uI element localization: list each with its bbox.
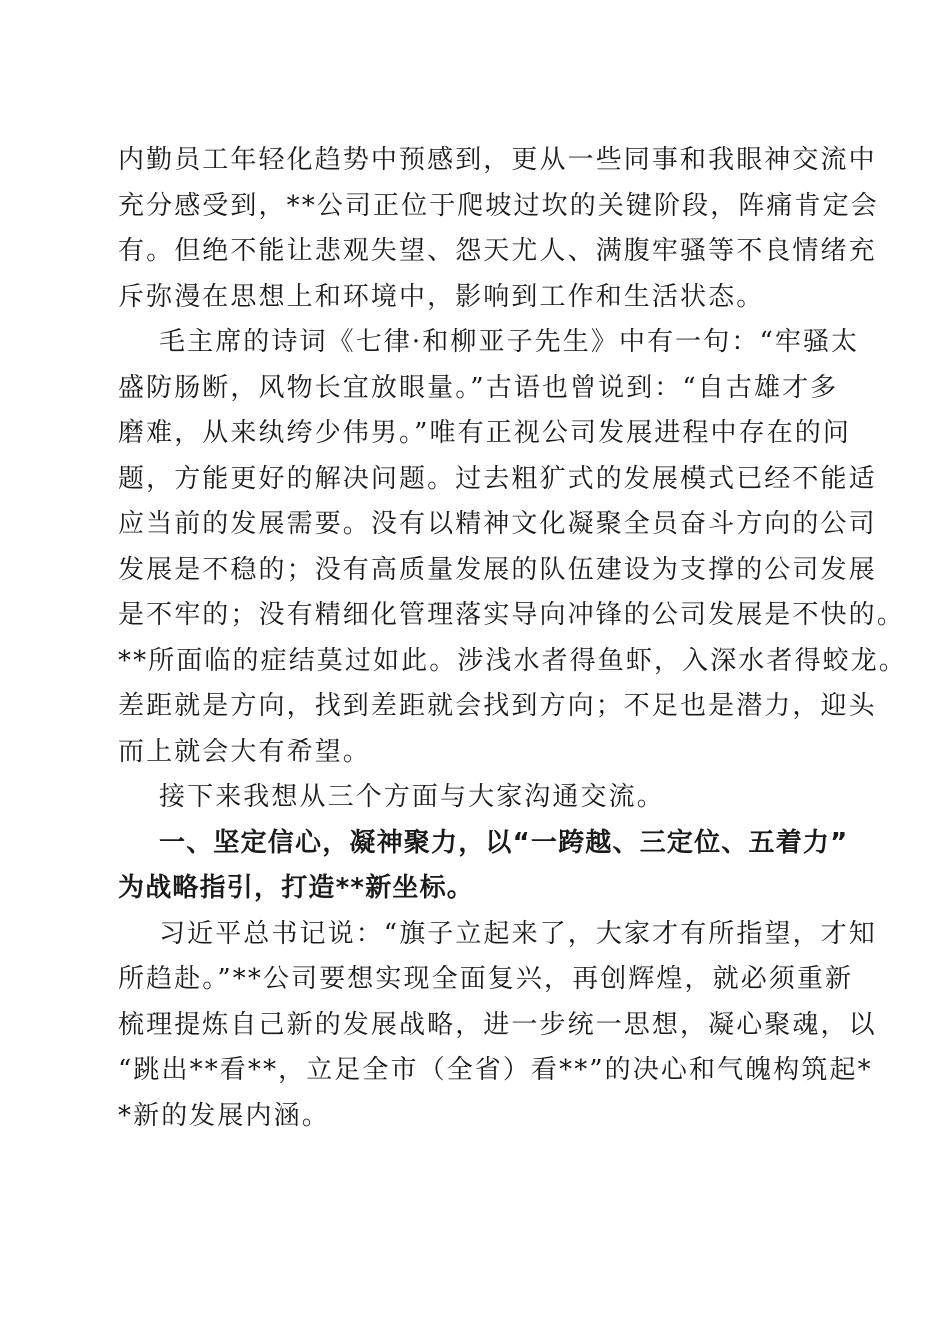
text-line: 有。但绝不能让悲观失望、怨天尤人、满腹牢骚等不良情绪充 xyxy=(118,236,877,266)
text-line: **所面临的症结莫过如此。涉浅水者得鱼虾，入深水者得蛟龙。 xyxy=(118,645,907,676)
paragraph xyxy=(118,320,907,775)
text-line: “跳出**看**，立足全市（全省）看**”的决心和气魄构筑起* xyxy=(118,1055,873,1085)
paragraph xyxy=(118,775,832,821)
heading-line: 为战略指引，打造**新坐标。 xyxy=(118,873,474,903)
text-line: 接下来我想从三个方面与大家沟通交流。 xyxy=(159,782,665,812)
text-line: 磨难，从来纨绔少伟男。”唯有正视公司发展进程中存在的问 xyxy=(118,418,851,448)
paragraph xyxy=(118,912,877,1140)
text-line: 是不牢的；没有精细化管理落实导向冲锋的公司发展是不快的。 xyxy=(118,600,905,630)
section-heading xyxy=(118,821,849,912)
text-line: 盛防肠断，风物长宜放眼量。”古语也曾说到：“自古雄才多 xyxy=(118,372,839,403)
text-line: 斥弥漫在思想上和环境中，影响到工作和生活状态。 xyxy=(118,281,765,312)
text-line: 差距就是方向，找到差距就会找到方向；不足也是潜力，迎头 xyxy=(118,691,877,721)
paragraph xyxy=(118,138,879,320)
text-line: 发展是不稳的；没有高质量发展的队伍建设为支撑的公司发展 xyxy=(118,554,877,585)
text-line: 毛主席的诗词《七律·和柳亚子先生》中有一句：“牢骚太 xyxy=(159,327,860,357)
heading-line: 一、坚定信心，凝神聚力，以“一跨越、三定位、五着力” xyxy=(159,827,849,858)
text-line: 而上就会大有希望。 xyxy=(118,736,371,767)
text-line: 充分感受到，**公司正位于爬坡过坎的关键阶段，阵痛肯定会 xyxy=(118,190,879,221)
text-line: 内勤员工年轻化趋势中预感到，更从一些同事和我眼神交流中 xyxy=(118,145,877,175)
text-line: 习近平总书记说：“旗子立起来了，大家才有所指望，才知 xyxy=(159,918,877,949)
document-body xyxy=(118,138,907,1139)
text-line: 题，方能更好的解决问题。过去粗犷式的发展模式已经不能适 xyxy=(118,463,877,494)
text-line: 应当前的发展需要。没有以精神文化凝聚全员奋斗方向的公司 xyxy=(118,509,877,539)
text-line: 梳理提炼自己新的发展战略，进一步统一思想，凝心聚魂，以 xyxy=(118,1009,877,1040)
text-line: 所趋赴。”**公司要想实现全面复兴，再创辉煌，就必须重新 xyxy=(118,964,854,994)
text-line: *新的发展内涵。 xyxy=(118,1100,330,1131)
